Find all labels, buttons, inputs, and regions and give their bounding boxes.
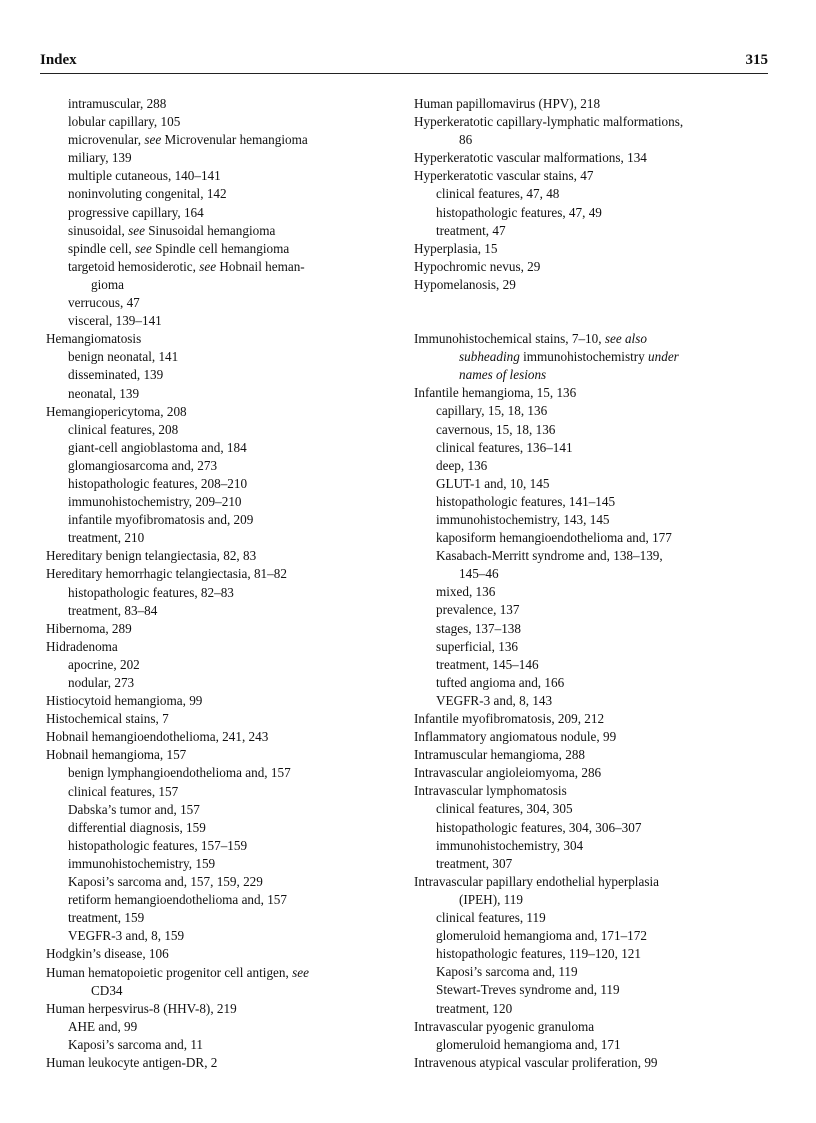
index-subentry: GLUT-1 and, 10, 145	[436, 475, 550, 491]
index-subentry: glomangiosarcoma and, 273	[68, 457, 218, 473]
index-subentry: spindle cell, see Spindle cell hemangioma	[68, 240, 290, 256]
index-entry: Hobnail hemangioendothelioma, 241, 243	[46, 729, 269, 745]
index-subentry: retiform hemangioendothelioma and, 157	[68, 892, 287, 908]
index-subentry: clinical features, 47, 48	[436, 186, 560, 202]
index-subentry: intramuscular, 288	[68, 96, 167, 111]
index-subentry: treatment, 47	[436, 222, 506, 238]
index-entry: Hemangiomatosis	[46, 331, 142, 347]
index-subentry: neonatal, 139	[68, 385, 140, 401]
index-subentry: benign neonatal, 141	[68, 349, 179, 365]
index-entry: Human leukocyte antigen-DR, 2	[46, 1054, 218, 1070]
index-entry: Hyperkeratotic vascular stains, 47	[414, 168, 594, 184]
index-entry: Hemangiopericytoma, 208	[46, 403, 187, 419]
index-group-i	[414, 330, 770, 1072]
index-subentry: capillary, 15, 18, 136	[436, 403, 548, 419]
section-title: Index	[40, 52, 77, 68]
index-subentry: infantile myofibromatosis and, 209	[68, 512, 254, 528]
index-entry: Hereditary benign telangiectasia, 82, 83	[46, 548, 257, 564]
index-subentry: cavernous, 15, 18, 136	[436, 421, 556, 437]
index-column-left	[46, 95, 391, 1072]
index-entry: Hypochromic nevus, 29	[414, 258, 541, 274]
index-subentry: treatment, 307	[436, 855, 513, 871]
index-subentry: treatment, 120	[436, 1000, 513, 1016]
index-subentry: tufted angioma and, 166	[436, 674, 565, 690]
index-entry: Human hematopoietic progenitor cell antigen, see	[46, 964, 309, 980]
index-subentry: clinical features, 136–141	[436, 439, 573, 455]
index-subentry: VEGFR-3 and, 8, 143	[436, 692, 553, 708]
page-number: 315	[745, 52, 768, 68]
index-subentry: apocrine, 202	[68, 656, 140, 672]
index-entry-continuation: gioma	[91, 276, 124, 292]
index-subentry: treatment, 145–146	[436, 656, 539, 672]
index-entry: Hyperkeratotic vascular malformations, 134	[414, 150, 647, 166]
index-subentry: kaposiform hemangioendothelioma and, 177	[436, 530, 672, 546]
index-subentry: prevalence, 137	[436, 602, 520, 618]
index-subentry: immunohistochemistry, 159	[68, 855, 216, 871]
index-subentry: clinical features, 119	[436, 910, 546, 926]
index-subentry: immunohistochemistry, 209–210	[68, 494, 242, 510]
index-subentry: histopathologic features, 82–83	[68, 584, 234, 600]
index-subentry: benign lymphangioendothelioma and, 157	[68, 765, 291, 781]
index-subentry: progressive capillary, 164	[68, 204, 204, 220]
index-subentry: histopathologic features, 208–210	[68, 475, 248, 491]
index-subentry: Kaposi’s sarcoma and, 157, 159, 229	[68, 874, 263, 890]
index-entry: Intravenous atypical vascular proliferation, 99	[414, 1054, 658, 1070]
index-subentry: clinical features, 208	[68, 421, 179, 437]
index-subentry: Stewart-Treves syndrome and, 119	[436, 982, 620, 998]
index-subentry: Kaposi’s sarcoma and, 11	[68, 1036, 204, 1052]
index-subentry: clinical features, 304, 305	[436, 801, 573, 817]
index-subentry: disseminated, 139	[68, 367, 164, 383]
index-subentry: giant-cell angioblastoma and, 184	[68, 439, 247, 455]
letter-gap	[414, 294, 770, 330]
index-subentry: noninvoluting congenital, 142	[68, 186, 227, 202]
index-subentry: treatment, 83–84	[68, 602, 158, 618]
index-subentry: stages, 137–138	[436, 620, 521, 636]
index-entry: Human herpesvirus-8 (HHV-8), 219	[46, 1000, 237, 1016]
index-entry-continuation: 86	[459, 132, 473, 148]
index-subentry: treatment, 159	[68, 910, 145, 926]
index-subentry: sinusoidal, see Sinusoidal hemangioma	[68, 222, 276, 238]
index-subentry: AHE and, 99	[68, 1018, 138, 1034]
header-rule	[40, 73, 768, 74]
index-subentry: differential diagnosis, 159	[68, 819, 206, 835]
index-subentry: Dabska’s tumor and, 157	[68, 801, 200, 817]
index-entry-continuation: names of lesions	[459, 367, 547, 383]
index-entry: Intravascular pyogenic granuloma	[414, 1018, 595, 1034]
index-entry: Hibernoma, 289	[46, 620, 132, 636]
index-entry: Intravascular angioleiomyoma, 286	[414, 765, 602, 781]
index-entry: Intravascular papillary endothelial hyperplasia	[414, 873, 659, 889]
index-subentry: histopathologic features, 47, 49	[436, 204, 602, 220]
index-subentry: miliary, 139	[68, 150, 132, 166]
index-entry: Hypomelanosis, 29	[414, 276, 516, 292]
index-group-h	[414, 95, 770, 294]
index-subentry: histopathologic features, 304, 306–307	[436, 819, 642, 835]
index-entry: Infantile hemangioma, 15, 136	[414, 385, 577, 401]
index-entry: Histiocytoid hemangioma, 99	[46, 693, 203, 709]
index-entry: Hidradenoma	[46, 638, 118, 654]
index-subentry: histopathologic features, 119–120, 121	[436, 946, 641, 962]
index-entry-continuation: 145–46	[459, 566, 499, 582]
index-entry: Intramuscular hemangioma, 288	[414, 747, 586, 763]
index-entry: Inflammatory angiomatous nodule, 99	[414, 729, 617, 745]
index-subentry: glomeruloid hemangioma and, 171	[436, 1036, 621, 1052]
index-subentry: treatment, 210	[68, 530, 145, 546]
running-header	[40, 52, 768, 72]
index-subentry: histopathologic features, 157–159	[68, 837, 248, 853]
index-entry: Hodgkin’s disease, 106	[46, 946, 169, 962]
index-entry: Hyperplasia, 15	[414, 240, 498, 256]
index-subentry: multiple cutaneous, 140–141	[68, 168, 221, 184]
index-entry-continuation: (IPEH), 119	[459, 891, 523, 907]
index-entry: Human papillomavirus (HPV), 218	[414, 96, 601, 111]
index-subentry: immunohistochemistry, 304	[436, 837, 584, 853]
index-subentry: superficial, 136	[436, 638, 519, 654]
index-entry: Hereditary hemorrhagic telangiectasia, 81–82	[46, 566, 287, 582]
index-entry: Immunohistochemical stains, 7–10, see also	[414, 331, 647, 347]
index-subentry: lobular capillary, 105	[68, 114, 181, 130]
index-entry: Infantile myofibromatosis, 209, 212	[414, 711, 605, 726]
index-subentry: verrucous, 47	[68, 295, 140, 311]
index-subentry: clinical features, 157	[68, 783, 179, 799]
index-entry: Histochemical stains, 7	[46, 711, 169, 727]
index-subentry: nodular, 273	[68, 675, 135, 690]
index-subentry: immunohistochemistry, 143, 145	[436, 511, 610, 527]
index-entry: Intravascular lymphomatosis	[414, 783, 567, 799]
index-entry-continuation: CD34	[91, 982, 123, 998]
index-entry-continuation: subheading immunohistochemistry under	[459, 349, 679, 365]
index-entry: Hobnail hemangioma, 157	[46, 747, 187, 763]
index-subentry: glomeruloid hemangioma and, 171–172	[436, 928, 647, 944]
index-subentry: Kasabach-Merritt syndrome and, 138–139,	[436, 548, 663, 564]
index-subentry: Kaposi’s sarcoma and, 119	[436, 964, 578, 980]
index-subentry: histopathologic features, 141–145	[436, 493, 616, 509]
index-subentry: deep, 136	[436, 457, 488, 473]
index-subentry: microvenular, see Microvenular hemangioma	[68, 132, 308, 148]
index-column-right	[414, 95, 770, 1072]
index-subentry: VEGFR-3 and, 8, 159	[68, 928, 185, 944]
index-subentry: visceral, 139–141	[68, 313, 162, 329]
index-entry: Hyperkeratotic capillary-lymphatic malformations,	[414, 114, 684, 130]
index-subentry: mixed, 136	[436, 584, 496, 600]
index-subentry: targetoid hemosiderotic, see Hobnail heman-	[68, 258, 305, 274]
